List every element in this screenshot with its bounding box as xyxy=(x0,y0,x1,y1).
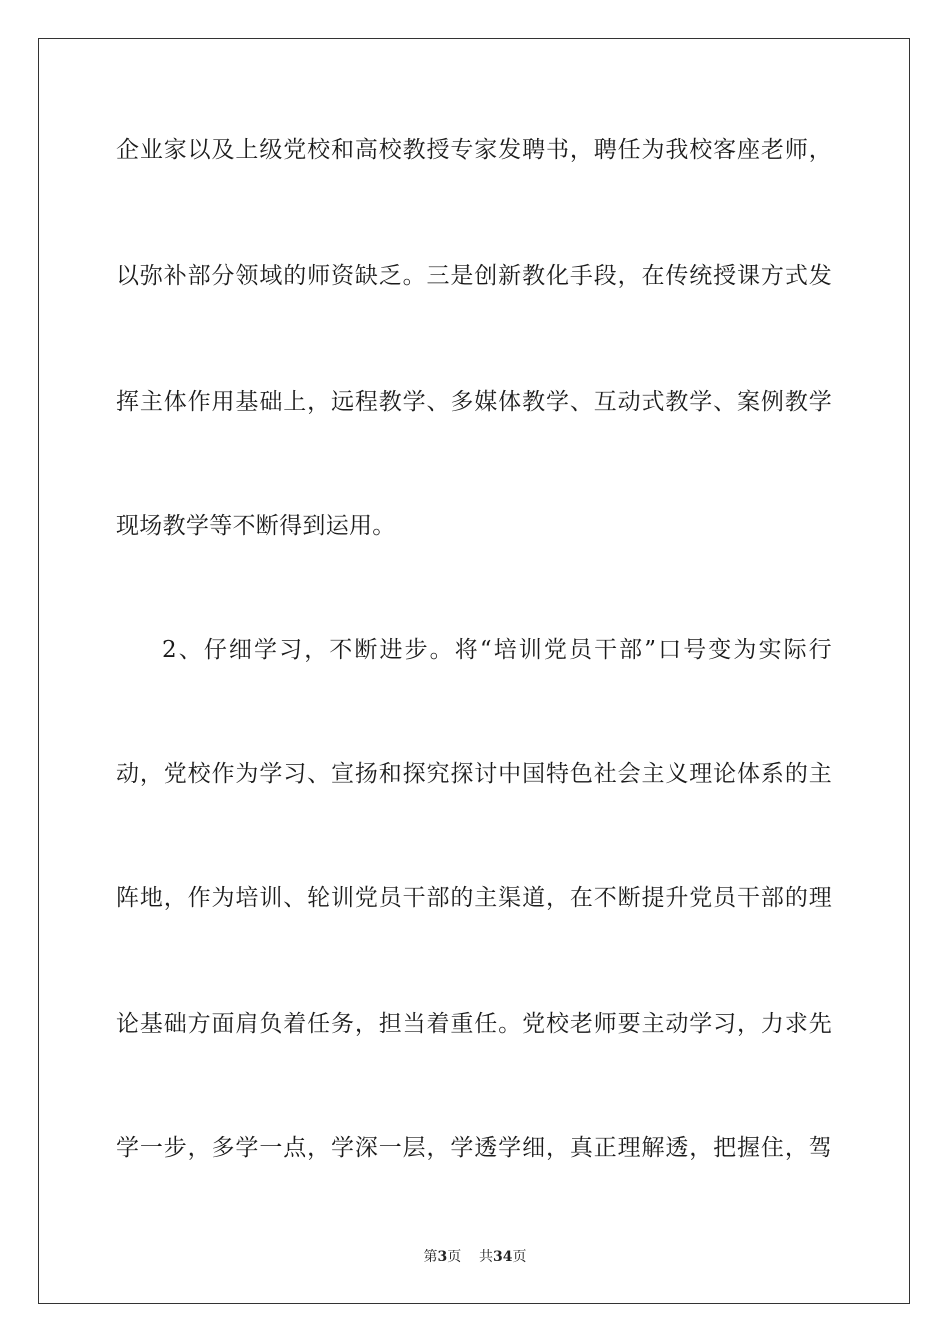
page-number-prefix: 第 xyxy=(423,1249,438,1265)
body-text-line-3: 挥主体作用基础上，远程教学、多媒体教学、互动式教学、案例教学 xyxy=(116,389,832,415)
body-text-line-9: 学一步，多学一点，学深一层，学透学细，真正理解透，把握住，驾 xyxy=(116,1135,832,1161)
page-number-total: 34 xyxy=(493,1249,513,1265)
body-text-line-1: 企业家以及上级党校和高校教授专家发聘书，聘任为我校客座老师， xyxy=(116,137,832,163)
page-number-current: 3 xyxy=(437,1249,448,1265)
body-text-line-6: 动，党校作为学习、宣扬和探究探讨中国特色社会主义理论体系的主 xyxy=(116,761,832,787)
page-border xyxy=(38,38,910,1304)
page-number-suffix: 页 xyxy=(447,1249,462,1265)
body-text-line-8: 论基础方面肩负着任务，担当着重任。党校老师要主动学习，力求先 xyxy=(116,1011,832,1037)
body-text-line-5: 2、仔细学习，不断进步。将“培训党员干部”口号变为实际行 xyxy=(162,637,832,663)
body-text-line-2: 以弥补部分领域的师资缺乏。三是创新教化手段，在传统授课方式发 xyxy=(116,263,832,289)
body-text-line-7: 阵地，作为培训、轮训党员干部的主渠道，在不断提升党员干部的理 xyxy=(116,885,832,911)
page-footer xyxy=(0,1248,950,1266)
body-text-line-4: 现场教学等不断得到运用。 xyxy=(116,513,396,539)
page-total-suffix: 页 xyxy=(512,1249,527,1265)
page-total-prefix: 共 xyxy=(479,1249,494,1265)
